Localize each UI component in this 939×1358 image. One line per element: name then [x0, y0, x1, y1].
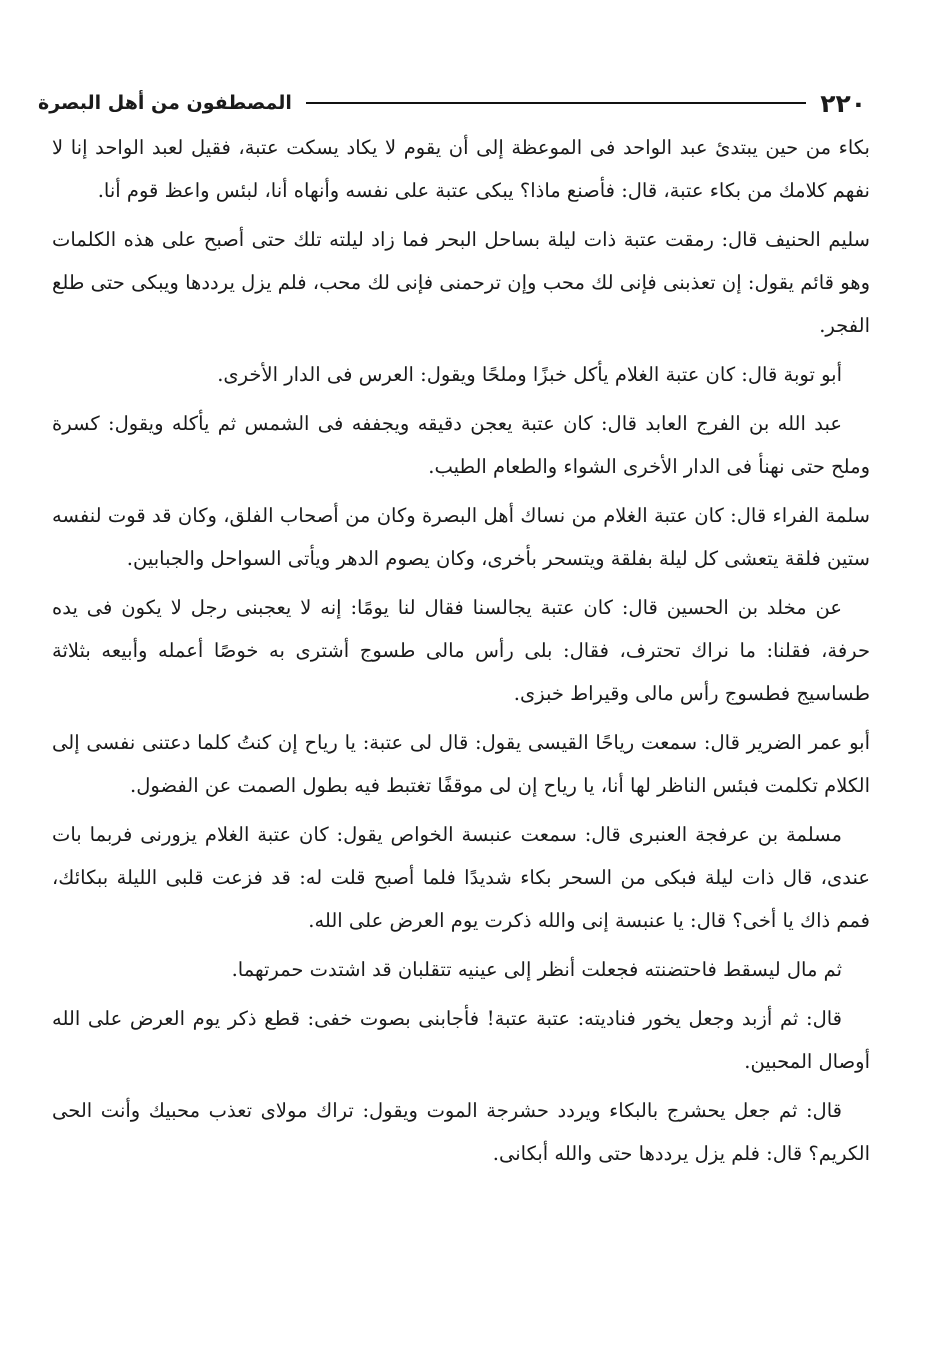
paragraph: عبد الله بن الفرج العابد قال: كان عتبة يعجن دقيقه ويجففه فى الشمس ثم يأكله ويقول: كسرة وملح حتى نهنأ فى الدار الأخرى الشواء والطعام الطيب. — [52, 412, 870, 478]
header-rule — [306, 102, 806, 104]
paragraph: أبو عمر الضرير قال: سمعت رياحًا القيسى يقول: قال لى عتبة: يا رياح إن كنتُ كلما دعتنى نفسى إلى الكلام تكلمت فبئس الناظر لها أنا، يا رياح إن لى موقفًا تغتبط فيه بطول الصمت عن الفضول. — [52, 731, 870, 797]
paragraph: بكاء من حين يبتدئ عبد الواحد فى الموعظة إلى أن يقوم لا يكاد يسكت عتبة، فقيل لعبد الواحد إنا لا نفهم كلامك من بكاء عتبة، قال: فأصنع ماذا؟ يبكى عتبة على نفسه وأنهاه أنا، لبئس واعظ قوم أنا. — [52, 136, 870, 202]
paragraph: سليم الحنيف قال: رمقت عتبة ذات ليلة بساحل البحر فما زاد ليلته تلك حتى أصبح على هذه الكلمات وهو قائم يقول: إن تعذبنى فإنى لك محب وإن ترحمنى فإنى لك محب، فلم يزل يرددها ويبكى حتى طلع الفجر. — [52, 228, 870, 337]
page-body — [52, 126, 870, 1181]
paragraph: مسلمة بن عرفجة العنبرى قال: سمعت عنبسة الخواص يقول: كان عتبة الغلام يزورنى فربما بات عندى، قال ذات ليلة فبكى من السحر بكاء شديدًا فلما أصبح قلت له: قد فزعت قلبى الليلة ببكائك، فمم ذاك يا أخى؟ قال: يا عنبسة إنى والله ذكرت يوم العرض على الله. — [52, 823, 870, 932]
book-title: المصطفون من أهل البصرة — [38, 92, 292, 114]
paragraph: ثم مال ليسقط فاحتضنته فجعلت أنظر إلى عينيه تتقلبان قد اشتدت حمرتهما. — [231, 958, 842, 981]
paragraph: أبو توبة قال: كان عتبة الغلام يأكل خبزًا وملحًا ويقول: العرس فى الدار الأخرى. — [217, 363, 842, 386]
paragraph: سلمة الفراء قال: كان عتبة الغلام من نساك أهل البصرة وكان من أصحاب الفلق، وكان قد قوت لنفسه ستين فلقة يتعشى كل ليلة بفلقة ويتسحر بأخرى، وكان يصوم الدهر ويأتى السواحل والجبابين. — [52, 504, 870, 570]
paragraph: قال: ثم أزبد وجعل يخور فناديته: عتبة عتبة! فأجابنى بصوت خفى: قطع ذكر يوم العرض على الله أوصال المحبين. — [52, 1007, 870, 1073]
running-header — [38, 86, 866, 120]
page-number: ٢٢٠ — [820, 88, 866, 118]
paragraph: قال: ثم جعل يحشرج بالبكاء ويردد حشرجة الموت ويقول: تراك مولاى تعذب محبيك وأنت الحى الكريم؟ قال: فلم يزل يرددها حتى والله أبكانى. — [52, 1099, 870, 1165]
paragraph: عن مخلد بن الحسين قال: كان عتبة يجالسنا فقال لنا يومًا: إنه لا يعجبنى رجل لا يكون فى يده حرفة، فقلنا: ما نراك تحترف، فقال: بلى رأس مالى طسوج أشترى به خوصًا أعمله وأبيعه بثلاثة طساسيج فطسوج رأس مالى وقيراط خبزى. — [52, 596, 870, 705]
